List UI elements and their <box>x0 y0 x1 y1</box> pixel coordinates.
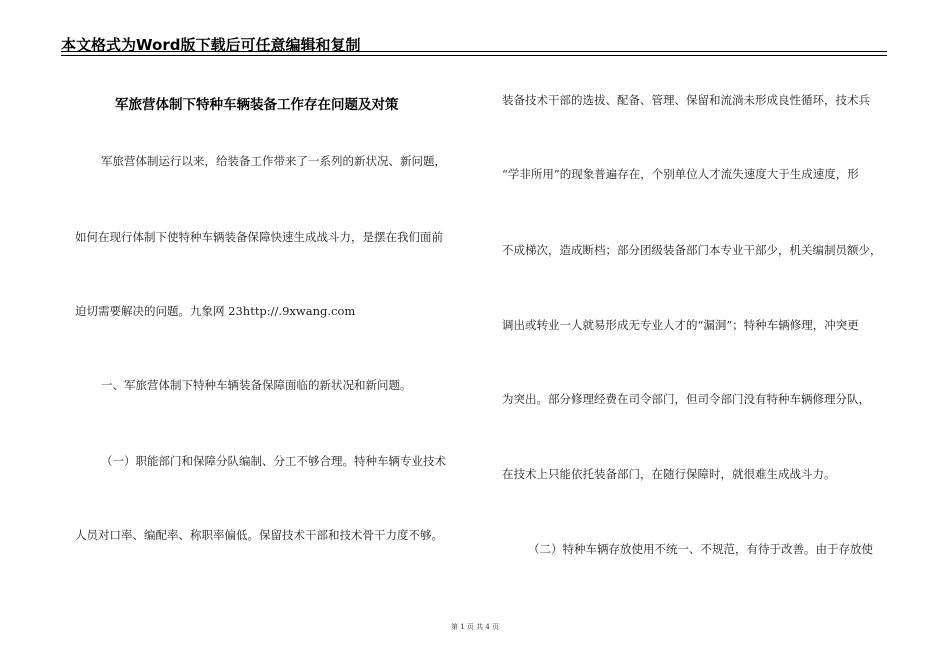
right-line-2: “学非所用”的现象普遍存在，个别单位人才流失速度大于生成速度，形 <box>502 167 859 181</box>
page-footer: 第 1 页 共 4 页 <box>450 623 500 631</box>
right-line-1: 装备技术干部的选拔、配备、管理、保留和流淌未形成良性循环，技术兵 <box>502 93 870 107</box>
right-line-5: 为突出。部分修理经费在司令部门，但司令部门没有特种车辆修理分队， <box>502 392 870 406</box>
left-line-4: 一、军旅营体制下特种车辆装备保障面临的新状况和新问题。 <box>101 378 412 392</box>
document-title: 军旅营体制下特种车辆装备工作存在问题及对策 <box>115 97 399 113</box>
right-line-4: 调出或转业一人就易形成无专业人才的“漏洞”；特种车辆修理，冲突更 <box>502 318 859 332</box>
header-title: 本文格式为Word版下载后可任意编辑和复制 <box>61 36 361 54</box>
left-line-2: 如何在现行体制下使特种车辆装备保障快速生成战斗力，是摆在我们面前 <box>75 230 443 244</box>
header-rule-thin <box>61 55 887 56</box>
left-line-5: （一）职能部门和保障分队编制、分工不够合理。特种车辆专业技术 <box>101 454 446 468</box>
right-line-3: 不成梯次，造成断档；部分团级装备部门本专业干部少，机关编制员额少， <box>502 243 882 257</box>
left-line-1: 军旅营体制运行以来，给装备工作带来了一系列的新状况、新问题， <box>101 154 446 168</box>
left-line-6: 人员对口率、编配率、称职率偏低。保留技术干部和技术骨干力度不够。 <box>75 528 443 542</box>
right-line-7: （二）特种车辆存放使用不统一、不规范，有待于改善。由于存放使 <box>528 542 873 556</box>
header-rule-thick <box>61 51 887 52</box>
left-line-3: 迫切需要解决的问题。九象网 23http://.9xwang.com <box>75 304 356 318</box>
right-line-6: 在技术上只能依托装备部门，在随行保障时，就很难生成战斗力。 <box>502 467 836 481</box>
